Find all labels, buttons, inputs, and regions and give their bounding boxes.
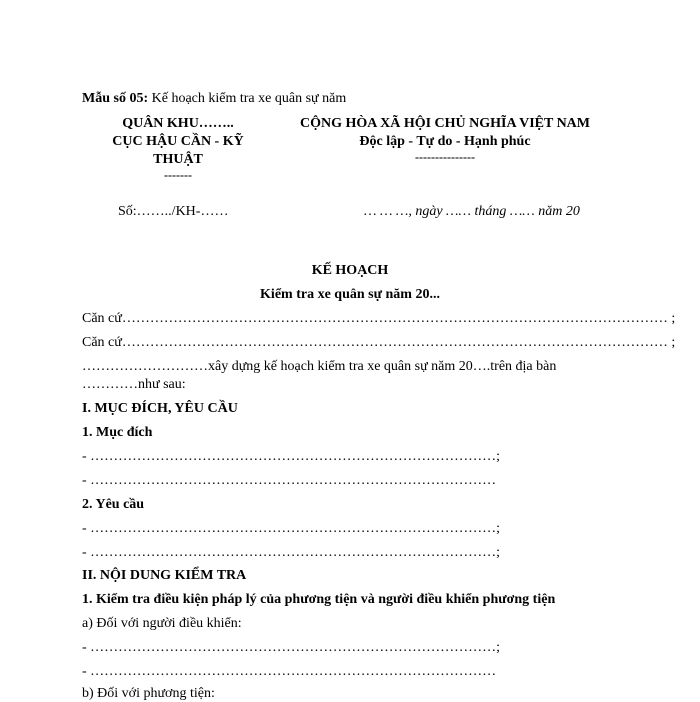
document-date: … … …, ngày …… tháng …… năm 20 bbox=[364, 204, 580, 219]
document-number: Số:……../KH-…… bbox=[118, 204, 229, 219]
item-a-driver: a) Đối với người điều khiển: bbox=[82, 616, 242, 631]
form-label bbox=[82, 90, 346, 107]
left-header-line2: CỤC HẬU CẦN - KỸ bbox=[112, 134, 244, 149]
basis-line-2: Căn cứ……………………………………………………………………………………………………… ; bbox=[82, 335, 676, 350]
requirement-line-1: - ……………………………………………………………………………; bbox=[82, 521, 501, 536]
national-motto: Độc lập - Tự do - Hạnh phúc bbox=[359, 134, 531, 149]
form-description: Kế hoạch kiểm tra xe quân sự năm bbox=[148, 91, 347, 106]
national-title: CỘNG HÒA XÃ HỘI CHỦ NGHĨA VIỆT NAM bbox=[299, 116, 591, 131]
driver-line-2: - …………………………………………………………………………… bbox=[82, 664, 497, 679]
document-subtitle: Kiểm tra xe quân sự năm 20... bbox=[260, 287, 440, 302]
section-1-heading: I. MỤC ĐÍCH, YÊU CẦU bbox=[82, 401, 238, 416]
intro-line-2: …………như sau: bbox=[82, 377, 186, 392]
section-2-heading: II. NỘI DUNG KIỂM TRA bbox=[82, 568, 247, 583]
section-1-1-heading: 1. Mục đích bbox=[82, 425, 153, 440]
purpose-line-2: - …………………………………………………………………………… bbox=[82, 473, 497, 488]
requirement-line-2: - ……………………………………………………………………………; bbox=[82, 545, 501, 560]
driver-line-1: - ……………………………………………………………………………; bbox=[82, 640, 501, 655]
left-header-line1: QUÂN KHU…….. bbox=[122, 116, 234, 131]
item-b-vehicle: b) Đối với phương tiện: bbox=[82, 686, 215, 701]
basis-line-1: Căn cứ……………………………………………………………………………………………………… ; bbox=[82, 311, 676, 326]
purpose-line-1: - ……………………………………………………………………………; bbox=[82, 449, 501, 464]
section-1-2-heading: 2. Yêu cầu bbox=[82, 497, 145, 512]
intro-line-1: ………………………xây dựng kế hoạch kiểm tra xe quân sự năm 20….trên địa bàn bbox=[82, 359, 557, 374]
left-header-line3: THUẬT bbox=[153, 152, 203, 167]
document-title: KẾ HOẠCH bbox=[311, 263, 389, 278]
form-number: Mẫu số 05: bbox=[82, 91, 149, 106]
section-2-1-heading: 1. Kiểm tra điều kiện pháp lý của phương tiện và người điều khiển phương tiện bbox=[82, 592, 556, 607]
left-header-divider: ------- bbox=[164, 168, 192, 182]
right-header-divider: --------------- bbox=[415, 150, 475, 164]
